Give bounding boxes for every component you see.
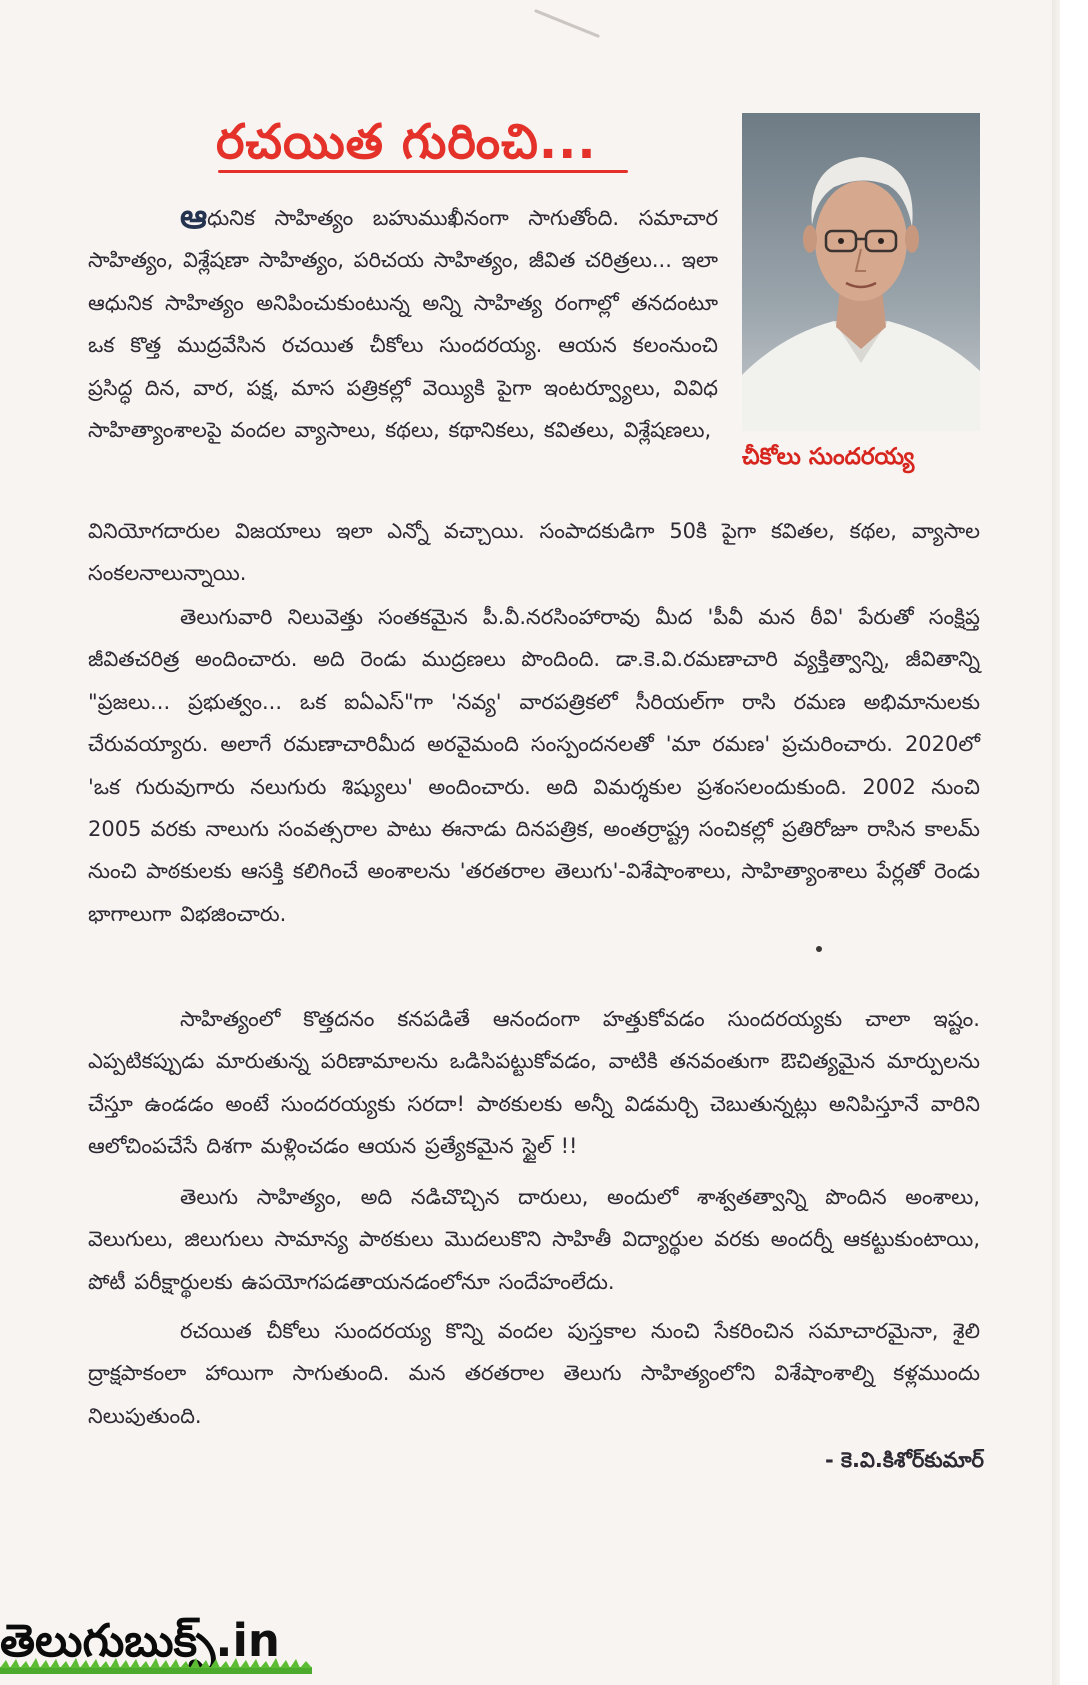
- page-right-margin: [1060, 0, 1088, 1685]
- page-edge-shadow: [1052, 0, 1060, 1685]
- drop-cap-letter: ఆ: [180, 197, 208, 237]
- paragraph-1-lead-text: ధునిక సాహిత్యం బహుముఖీనంగా సాగుతోంది. సమాచార సాహిత్యం, విశ్లేషణా సాహిత్యం, పరిచయ సాహిత్యం, జీవిత చరిత్రలు... ఇలా ఆధునిక సాహిత్యం అనిపించుకుంటున్న అన్ని సాహిత్య రంగాల్లో తనదంటూ ఒక కొత్త ముద్రవేసిన రచయిత చీకోలు సుందరయ్య. ఆయన కలంనుంచి ప్రసిద్ధ దిన, వార, పక్ష, మాస పత్రికల్లో వెయ్యికి పైగా ఇంటర్వ్యూలు, వివిధ సాహిత్యాంశాలపై వందల వ్యాసాలు, కథలు, కథానికలు, కవితలు, విశ్లేషణలు,: [88, 206, 718, 443]
- paragraph-5: రచయిత చీకోలు సుందరయ్య కొన్ని వందల పుస్తకాల నుంచి సేకరించిన సమాచారమైనా, శైలి ద్రాక్షపాకంలా హాయిగా సాగుతుంది. మన తరతరాల తెలుగు సాహిత్యంలోని విశేషాంశాల్ని కళ్లముందు నిలుపుతుంది.: [88, 1319, 980, 1428]
- ink-dot-mark: [816, 946, 822, 952]
- logo-telugu-text: తెలుగుబుక్స్: [0, 1614, 216, 1667]
- logo-domain-text: .in: [215, 1614, 280, 1667]
- logo-grass-decoration: [0, 1658, 312, 1674]
- paragraph-3: సాహిత్యంలో కొత్తదనం కనపడితే ఆనందంగా హత్తుకోవడం సుందరయ్యకు చాలా ఇష్టం. ఎప్పటికప్పుడు మారుతున్న పరిణామాలను ఒడిసిపట్టుకోవడం, వాటికి తనవంతుగా ఔచిత్యమైన మార్పులను చేస్తూ ఉండడం అంటే సుందరయ్యకు సరదా! పాఠకులకు అన్నీ విడమర్చి చెబుతున్నట్లు అనిపిస్తూనే వారిని ఆలోచింపచేసే దిశగా మళ్లించడం ఆయన ప్రత్యేకమైన స్టైల్ !!: [88, 1007, 980, 1159]
- paragraph-2: తెలుగువారి నిలువెత్తు సంతకమైన పీ.వీ.నరసింహారావు మీద 'పీవీ మన ఠీవి' పేరుతో సంక్షిప్త జీవితచరిత్ర అందించారు. అది రెండు ముద్రణలు పొందింది. డా.కె.వి.రమణాచారి వ్యక్తిత్వాన్ని, జీవితాన్ని "ప్రజలు... ప్రభుత్వం... ఒక ఐఏఎస్"గా 'నవ్య' వారపత్రికలో సీరియల్‌గా రాసి రమణ అభిమానులకు చేరువయ్యారు. అలాగే రమణాచారిమీద అరవైమంది సంస్పందనలతో 'మా రమణ' ప్రచురించారు. 2020లో 'ఒక గురువుగారు నలుగురు శిష్యులు' అందించారు. అది విమర్శకుల ప్రశంసలందుకుంది. 2002 నుంచి 2005 వరకు నాలుగు సంవత్సరాల పాటు ఈనాడు దినపత్రిక, అంతర్రాష్ట్ర సంచికల్లో ప్రతిరోజూ రాసిన కాలమ్ నుంచి పాఠకులకు ఆసక్తి కలిగించే అంశాలను 'తరతరాల తెలుగు'-విశేషాంశాలు, సాహిత్యాంశాలు పేర్లతో రెండు భాగాలుగా విభజించారు.: [88, 605, 980, 926]
- paragraph-4: తెలుగు సాహిత్యం, అది నడిచొచ్చిన దారులు, అందులో శాశ్వతత్వాన్ని పొందిన అంశాలు, వెలుగులు, జిలుగులు సామాన్య పాఠకులు మొదలుకొని సాహితీ విద్యార్థుల వరకు అందర్నీ ఆకట్టుకుంటాయి, పోటీ పరీక్షార్థులకు ఉపయోగపడతాయనడంలోనూ సందేహంలేదు.: [88, 1185, 980, 1294]
- paper-scratch-mark: [534, 9, 600, 38]
- paragraph-1-tail: వినియోగదారుల విజయాలు ఇలా ఎన్నో వచ్చాయి. సంపాదకుడిగా 50కి పైగా కవితల, కథల, వ్యాసాల సంకలనాలున్నాయి.: [88, 519, 980, 586]
- signature-byline: - కె.వి.కిశోర్‌కుమార్: [824, 1448, 984, 1472]
- page-title: రచయిత గురించి...: [216, 114, 597, 170]
- photo-caption-author-name: చీకోలు సుందరయ్య: [742, 444, 915, 470]
- title-underline: [218, 170, 628, 173]
- paragraph-1-lead: [88, 196, 718, 492]
- author-portrait-graphic: [742, 113, 980, 431]
- author-photo: [742, 113, 980, 431]
